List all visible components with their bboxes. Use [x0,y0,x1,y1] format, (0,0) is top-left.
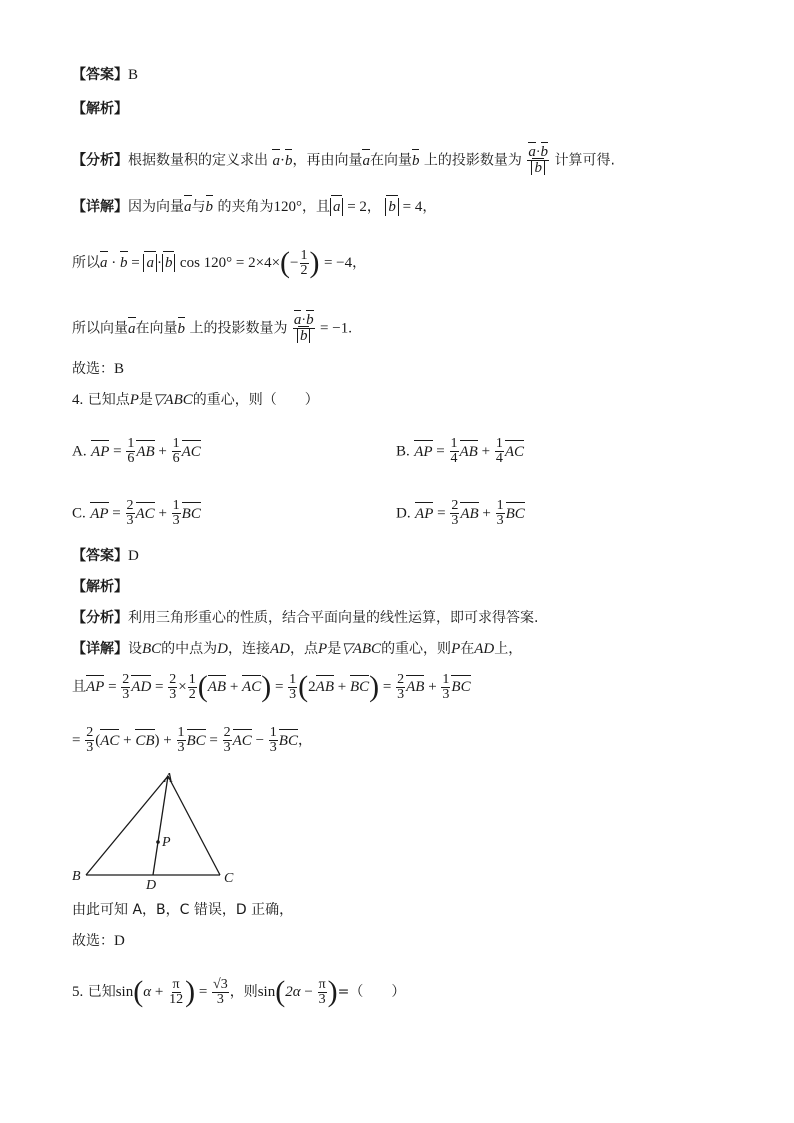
fenxi-label: 【分析】 [72,610,128,626]
so-text: 在向量 [135,320,178,337]
analysis-heading-3 [72,100,128,118]
option-lhs: AP [415,505,434,522]
label-b: B [72,869,81,884]
detail-text: 的夹角为 [217,199,274,215]
fenxi-text: 根据数量积的定义求出 [128,152,268,169]
fenxi-text: 利用三角形重心的性质，结合平面向量的线性运算，即可求得答案. [128,610,539,626]
pi-over-12: $\frac{\pi}{12}$ [169,976,184,1007]
option-vector-1: AC [135,505,155,522]
so-text: 上的投影数量为 [189,320,288,337]
fenxi-text: ，再由向量 [292,152,363,169]
detail-label: 【详解】 [72,199,128,215]
answer-label: 【答案】 [72,548,128,564]
label-a: A [164,771,173,786]
projection-fraction: $\frac{a\cdot b}{b}$ [528,144,549,176]
choose-line-4 [72,932,125,950]
detail-text: ，点 [290,641,319,657]
angle-value: 120° [273,199,302,215]
analysis-label: 【解析】 [72,579,128,595]
line-end: ， [297,732,312,749]
point-d: D [217,641,229,657]
segment-ad: AD [474,641,495,657]
option-lhs: AP [91,443,110,460]
choose-label: 故选： [72,361,114,377]
sin-fn: sin [115,984,134,1000]
option-d[interactable]: D. AP = $\frac{2}{3}$ AB + $\frac{1}{3}$ BC [396,498,525,528]
option-vector-1: AB [459,443,478,460]
fenxi-line-4 [72,609,538,627]
derivation-line-1: 且AP = $\frac{2}{3}$ AD = $\frac{2}{3}$ × $\frac{1}{2}$ (AB + AC) = $\frac{1}{3}$ (2AB + BC) = $\frac{2}{3}$ AB + $\frac{1}{3}$ BC [72,670,471,703]
question-4-stem [72,391,319,409]
pi-over-3: $\frac{\pi}{3}$ [318,976,326,1007]
option-letter: D. [396,505,411,522]
fenxi-label: 【分析】 [72,152,128,169]
detail-text: 与 [191,199,206,215]
projection-fraction: $\frac{a\cdot b}{b}$ [293,312,314,344]
option-letter: B. [396,443,410,460]
option-lhs: AP [90,505,109,522]
answer-value: B [128,67,139,83]
option-vector-2: AC [504,443,524,460]
detail-text: 因为向量 [128,199,184,215]
stem-text: 的重心，则（ ） [192,392,319,408]
detail-text: 上， [494,641,523,657]
choose-value: B [114,361,125,377]
detail-text: 是 [327,641,342,657]
question-5-stem: 5. 已知sin(α + $\frac{\pi}{12}$ ) = $\frac{√3}{3}$ ，则sin(2α − $\frac{\pi}{3}$ )=（ ） [72,975,406,1008]
conclusion-text: 由此可知 A，B，C 错误，D 正确， [72,902,294,918]
period: . [348,320,352,337]
label-d: D [146,878,157,893]
choose-line-3 [72,360,124,378]
detail-text: 设 [128,641,142,657]
label-c: C [224,871,234,886]
segment-bc: BC [142,641,162,657]
option-b[interactable]: B. AP = $\frac{1}{4}$ AB + $\frac{1}{4}$ AC [396,436,524,466]
fenxi-line-3: 【分析】根据数量积的定义求出 a·b，再由向量a在向量b 上的投影数量为 $\frac{a\cdot b}{b}$ 计算可得. [72,144,615,176]
triangle-figure [68,768,248,893]
option-a[interactable]: A. AP = $\frac{1}{6}$ AB + $\frac{1}{6}$ AC [72,436,201,466]
so-text: 所以向量 [72,320,128,337]
option-vector-2: AC [181,443,201,460]
calc-line-3: 所以a · b = a · b cos 120° = 2×4×(− $\frac{1}{2}$ ) = −4， [72,246,367,279]
detail-text: ， [366,199,381,215]
detail-text: 的中点为 [161,641,218,657]
option-letter: A. [72,443,87,460]
answer-label: 【答案】 [72,67,128,83]
segment-ad: AD [270,641,291,657]
centroid-dot [156,840,160,844]
derivation-line-2: = $\frac{2}{3}$ (AC + CB) + $\frac{1}{3}$ BC = $\frac{2}{3}$ AC − $\frac{1}{3}$ BC， [72,725,312,755]
point-p: P [318,641,328,657]
option-vector-1: AB [460,505,479,522]
detail-text: ，且 [301,199,330,215]
answer-line-3 [72,66,138,84]
detail-text: ， [422,199,437,215]
fenxi-text: 上的投影数量为 [423,152,522,169]
choose-value: D [114,933,125,949]
conclusion-line-4 [72,901,293,919]
stem-text: 已知点 [87,392,130,408]
choose-label: 故选： [72,933,114,949]
point-p: P [451,641,461,657]
label-p: P [162,835,171,850]
analysis-label: 【解析】 [72,101,128,117]
question-number: 5. [72,984,84,1000]
option-letter: C. [72,505,86,522]
triangle-abc: ▽ABC [341,641,382,657]
detail-label: 【详解】 [72,641,128,657]
question-number: 4. [72,392,84,408]
qie-text: 且 [72,679,86,695]
stem-text: 是 [138,392,153,408]
answer-value: D [128,548,139,564]
detail-text: 在 [460,641,475,657]
detail-line-3: 【详解】因为向量a与b 的夹角为120°，且 a = 2， b = 4， [72,199,437,215]
half-fraction: $\frac{1}{2}$ [300,247,308,278]
projection-line-3: 所以向量a在向量b 上的投影数量为 $\frac{a\cdot b}{b}$ = −1. [72,312,352,344]
sqrt3-over-3: $\frac{√3}{3}$ [213,976,228,1007]
analysis-heading-4 [72,578,128,596]
mag-a-value: 2 [359,199,367,215]
stem-text: 已知 [87,984,116,1000]
detail-text: ，连接 [228,641,271,657]
calc-expression: cos 120° = 2×4× [179,255,281,271]
triangle-abc: ▽ABC [152,392,193,408]
option-c[interactable]: C. AP = $\frac{2}{3}$ AC + $\frac{1}{3}$ BC [72,498,201,528]
sin-fn: sin [257,984,276,1000]
answer-line-4 [72,547,139,565]
detail-text: 的重心，则 [381,641,452,657]
alpha: α [143,984,152,1000]
detail-line-4 [72,640,522,658]
stem-text: ，则 [229,984,258,1000]
option-vector-2: BC [181,505,201,522]
stem-text: =（ ） [337,984,406,1000]
point-p: P [129,392,139,408]
calc-result: = −4 [323,255,353,271]
calc-tail: ， [352,255,367,271]
two-alpha: 2α [285,984,301,1000]
projection-result: = −1 [320,320,349,337]
so-text: 所以 [72,255,100,271]
option-vector-2: BC [505,505,525,522]
option-vector-1: AB [136,443,155,460]
edge-ac [168,776,220,875]
mag-b-value: 4 [414,199,423,215]
option-lhs: AP [414,443,433,460]
fenxi-text: 在向量 [369,152,412,169]
fenxi-text: 计算可得. [554,152,615,169]
